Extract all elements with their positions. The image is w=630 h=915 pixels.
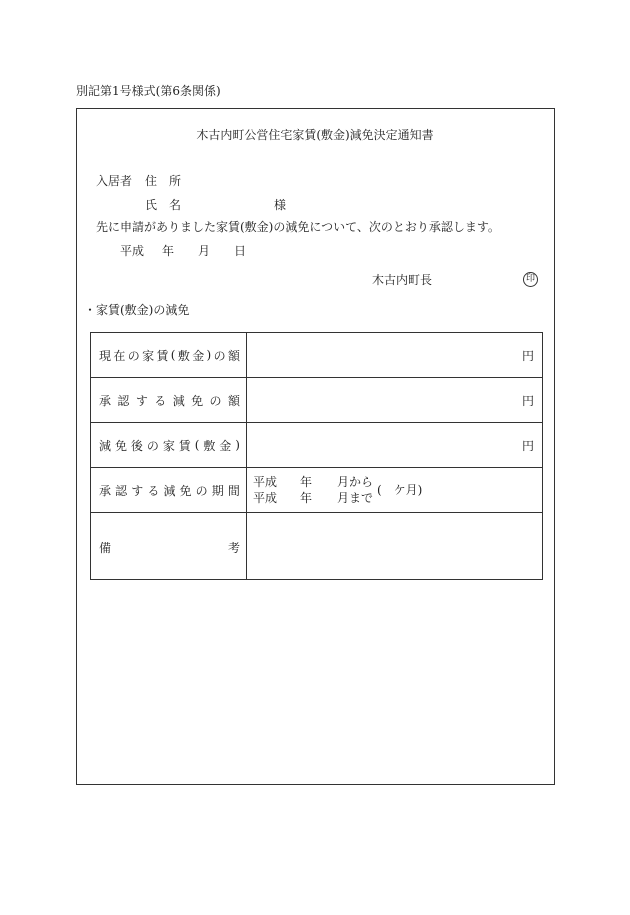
label-char: る: [147, 483, 160, 498]
label-char: 敷: [203, 438, 216, 453]
seal-mark: 印: [523, 272, 538, 287]
label-char: 間: [227, 483, 240, 498]
label-char: 家: [162, 438, 175, 453]
current-rent-value: [247, 333, 543, 378]
label-char: 額: [227, 393, 240, 408]
table-row-remarks: [91, 513, 543, 580]
name-label: 氏 名: [145, 198, 182, 212]
label-char: 認: [115, 483, 128, 498]
table-row-period: [91, 468, 543, 513]
label-char: 金: [192, 348, 205, 363]
label-char: 免: [114, 438, 127, 453]
label-char: 家: [142, 348, 155, 363]
label-char: の: [127, 348, 140, 363]
label-char: の: [195, 483, 208, 498]
rent-after-label-text: [99, 437, 240, 454]
approved-amount-value: [247, 378, 543, 423]
detail-table: [90, 332, 543, 580]
label-char: (: [170, 348, 176, 362]
label-char: の: [213, 348, 226, 363]
rent-after-label: [91, 423, 247, 468]
label-char: 免: [191, 393, 204, 408]
resident-label: 入居者: [96, 174, 133, 188]
current-rent-label-text: [99, 347, 240, 364]
period-to-month: 月まで: [337, 491, 374, 505]
label-char: す: [135, 393, 148, 408]
table-row-rent-after: [91, 423, 543, 468]
period-value: [247, 468, 543, 513]
period-label: [91, 468, 247, 513]
date-line: [120, 244, 246, 258]
table-row-current-rent: [91, 333, 543, 378]
section-heading: ・家賃(敷金)の減免: [84, 303, 190, 317]
label-char: 敷: [177, 348, 190, 363]
remarks-label: [91, 513, 247, 580]
period-fields: [253, 473, 536, 507]
current-rent-label: [91, 333, 247, 378]
label-char: る: [154, 393, 167, 408]
label-char: 減: [172, 393, 185, 408]
approved-amount-unit: 円: [521, 393, 534, 408]
approved-amount-label-text: [99, 392, 240, 409]
label-char: 賃: [178, 438, 191, 453]
period-to-year: 年: [300, 491, 313, 505]
address-label: 住 所: [145, 174, 182, 188]
period-to-era: 平成: [253, 491, 278, 505]
issuer-title: 木古内町長: [372, 273, 433, 287]
label-char: 現: [99, 348, 112, 363]
table-row-approved-amount: [91, 378, 543, 423]
label-char: の: [146, 438, 159, 453]
remarks-value: [247, 513, 543, 580]
approved-amount-label: [91, 378, 247, 423]
rent-after-unit: 円: [521, 438, 534, 453]
label-char: 期: [211, 483, 224, 498]
body-text: 先に申請がありました家賃(敷金)の減免について、次のとおり承認します。: [96, 220, 500, 234]
label-char: ): [206, 348, 212, 362]
label-char: 減: [99, 438, 112, 453]
label-char: 金: [219, 438, 232, 453]
label-char: 備: [99, 541, 112, 555]
label-char: 額: [227, 348, 240, 363]
honorific: 様: [274, 198, 287, 212]
date-year: 年: [162, 244, 175, 258]
date-month: 月: [198, 244, 211, 258]
remarks-label-text: [99, 539, 240, 556]
current-rent-unit: 円: [521, 348, 534, 363]
period-months: ( ケ月): [377, 483, 423, 497]
label-char: 免: [179, 483, 192, 498]
label-char: (: [194, 438, 200, 452]
period-from-month: 月から: [337, 475, 374, 489]
label-char: 減: [163, 483, 176, 498]
period-label-text: [99, 482, 240, 499]
label-char: 後: [130, 438, 143, 453]
period-from-era: 平成: [253, 475, 278, 489]
document-title: 木古内町公営住宅家賃(敷金)減免決定通知書: [196, 128, 434, 142]
label-char: 認: [117, 393, 130, 408]
form-label: 別記第1号様式(第6条関係): [76, 84, 221, 98]
label-char: 考: [227, 541, 240, 555]
date-day: 日: [234, 244, 247, 258]
label-char: ): [235, 438, 240, 452]
label-char: 承: [99, 393, 112, 408]
label-char: 在: [113, 348, 126, 363]
label-char: 承: [99, 483, 112, 498]
period-from-year: 年: [300, 475, 313, 489]
label-char: の: [209, 393, 222, 408]
label-char: 賃: [156, 348, 169, 363]
date-era: 平成: [120, 244, 145, 258]
rent-after-value: [247, 423, 543, 468]
label-char: す: [131, 483, 144, 498]
